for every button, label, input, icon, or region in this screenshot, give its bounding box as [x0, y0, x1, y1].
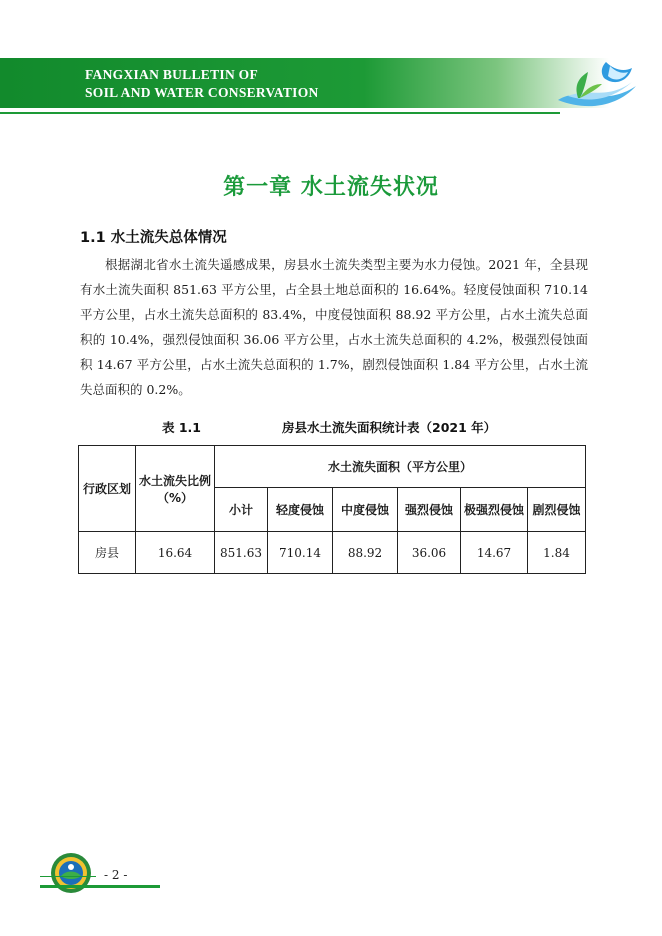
- cell-ratio: 16.64: [136, 532, 215, 574]
- header-divider: [0, 112, 560, 114]
- page-number: - 2 -: [104, 868, 128, 882]
- cell-extreme: 14.67: [461, 532, 528, 574]
- header-subtotal: 小计: [215, 488, 268, 532]
- header-ratio: [136, 446, 215, 532]
- footer-line: [40, 885, 160, 888]
- section-paragraph: 根据湖北省水土流失遥感成果，房县水土流失类型主要为水力侵蚀。2021 年，全县现有水土流失面积 851.63 平方公里，占全县土地总面积的 16.64%。轻度侵蚀面积 710.14 平方公里，占水土流失总面积的 83.4%，中度侵蚀面积 88.92 平方公里，占水土流失总面积的 10.4%，强烈侵蚀面积 36.06 平方公里，占水土流失总面积的 4.2%，极强烈侵蚀面积 14.67 平方公里，占水土流失总面积的 1.7%，剧烈侵蚀面积 1.84 平方公里，占水土流失总面积的 0.2%。: [80, 257, 588, 397]
- header-region: 行政区划: [79, 446, 136, 532]
- bulletin-title-line1: FANGXIAN BULLETIN OF: [85, 67, 259, 82]
- cell-intense: 36.06: [398, 532, 461, 574]
- soil-erosion-table: [78, 445, 586, 574]
- cell-light: 710.14: [268, 532, 333, 574]
- cell-severe: 1.84: [528, 532, 586, 574]
- cell-subtotal: 851.63: [215, 532, 268, 574]
- header-ratio-line2: （%）: [156, 490, 194, 505]
- section-title: 1.1 水土流失总体情况: [80, 230, 227, 246]
- header-light: 轻度侵蚀: [268, 488, 333, 532]
- header-intense: 强烈侵蚀: [398, 488, 461, 532]
- cell-moderate: 88.92: [333, 532, 398, 574]
- header-ratio-line1: 水土流失比例: [138, 473, 211, 488]
- table-row: [79, 532, 586, 574]
- chapter-title: 第一章 水土流失状况: [223, 175, 439, 200]
- bulletin-title-line2: SOIL AND WATER CONSERVATION: [85, 85, 319, 100]
- header-moderate: 中度侵蚀: [333, 488, 398, 532]
- footer-dash-line: [40, 876, 96, 877]
- header-area-group: 水土流失面积（平方公里）: [215, 446, 586, 488]
- table-title: 房县水土流失面积统计表（2021 年）: [282, 420, 497, 435]
- table-number: 表 1.1: [162, 420, 201, 435]
- header-severe: 剧烈侵蚀: [528, 488, 586, 532]
- cell-region: 房县: [79, 532, 136, 574]
- header-extreme: 极强烈侵蚀: [461, 488, 528, 532]
- water-drop-logo-icon: [548, 56, 640, 114]
- bulletin-title: [85, 66, 319, 102]
